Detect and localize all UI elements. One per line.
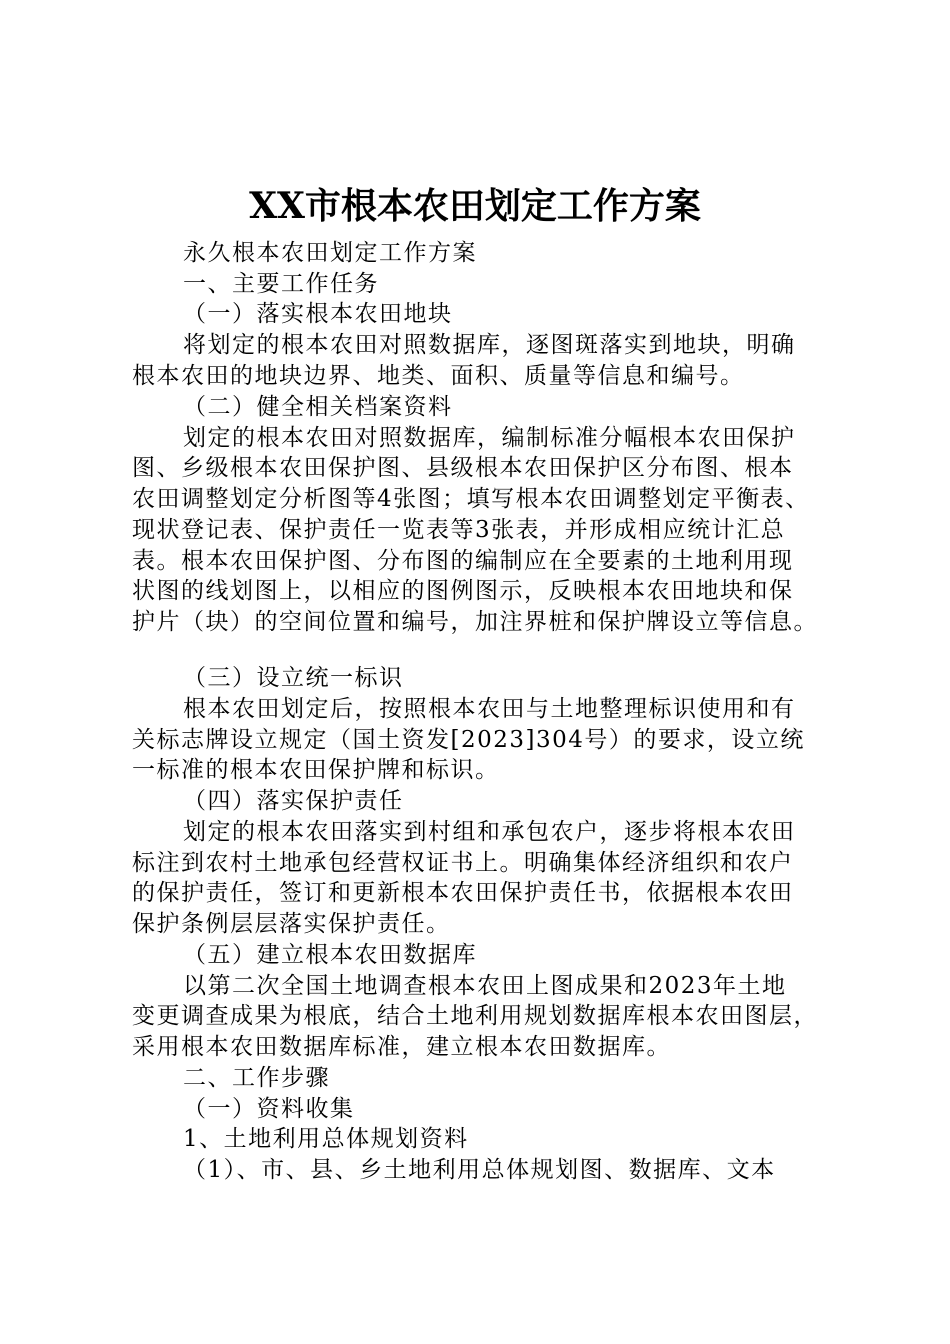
subsection-heading-3: （三）设立统一标识 (183, 665, 404, 691)
paragraph-line: 现状登记表、保护责任一览表等3张表，并形成相应统计汇总 (132, 517, 786, 543)
paragraph-line: 变更调查成果为根底，结合土地利用规划数据库根本农田图层， (132, 1003, 818, 1029)
subsection-heading-1: （一）落实根本农田地块 (183, 301, 453, 327)
paragraph-line: 标注到农村土地承包经营权证书上。明确集体经济组织和农户 (132, 850, 794, 876)
subsection-heading-4: （四）落实保护责任 (183, 788, 404, 814)
paragraph-line: 采用根本农田数据库标准，建立根本农田数据库。 (132, 1034, 671, 1060)
section-heading-1: 一、主要工作任务 (183, 271, 379, 297)
paragraph-line: 的保护责任，签订和更新根本农田保护责任书，依据根本农田 (132, 880, 794, 906)
section-heading-2: 二、工作步骤 (183, 1065, 330, 1091)
subtitle: 永久根本农田划定工作方案 (183, 240, 477, 266)
subsection-heading-5: （五）建立根本农田数据库 (183, 942, 477, 968)
document-title: XX市根本农田划定工作方案 (249, 185, 701, 227)
paragraph-line: 一标准的根本农田保护牌和标识。 (132, 757, 500, 783)
subsection-heading-6: （一）资料收集 (183, 1096, 355, 1122)
paragraph-line: 农田调整划定分析图等4张图；填写根本农田调整划定平衡表、 (132, 486, 810, 512)
paragraph-line: 根本农田的地块边界、地类、面积、质量等信息和编号。 (132, 363, 745, 389)
paragraph-line: 图、乡级根本农田保护图、县级根本农田保护区分布图、根本 (132, 455, 794, 481)
paragraph-line: 护片（块）的空间位置和编号，加注界桩和保护牌设立等信息。 (132, 609, 818, 635)
paragraph-line: 状图的线划图上，以相应的图例图示，反映根本农田地块和保 (132, 578, 794, 604)
item-heading: 1、土地利用总体规划资料 (183, 1126, 469, 1152)
paragraph-line: 以第二次全国土地调查根本农田上图成果和2023年土地 (183, 973, 787, 999)
item-line: （1）、市、县、乡土地利用总体规划图、数据库、文本 (183, 1157, 776, 1183)
paragraph-line: 根本农田划定后，按照根本农田与土地整理标识使用和有 (183, 696, 796, 722)
paragraph-line: 划定的根本农田落实到村组和承包农户，逐步将根本农田 (183, 819, 796, 845)
subsection-heading-2: （二）健全相关档案资料 (183, 394, 453, 420)
paragraph-line: 保护条例层层落实保护责任。 (132, 911, 451, 937)
paragraph-line: 将划定的根本农田对照数据库，逐图斑落实到地块，明确 (183, 332, 796, 358)
paragraph-line: 关标志牌设立规定（国土资发[2023]304号）的要求，设立统 (132, 727, 805, 753)
paragraph-line: 划定的根本农田对照数据库，编制标准分幅根本农田保护 (183, 425, 796, 451)
paragraph-line: 表。根本农田保护图、分布图的编制应在全要素的土地利用现 (132, 548, 794, 574)
